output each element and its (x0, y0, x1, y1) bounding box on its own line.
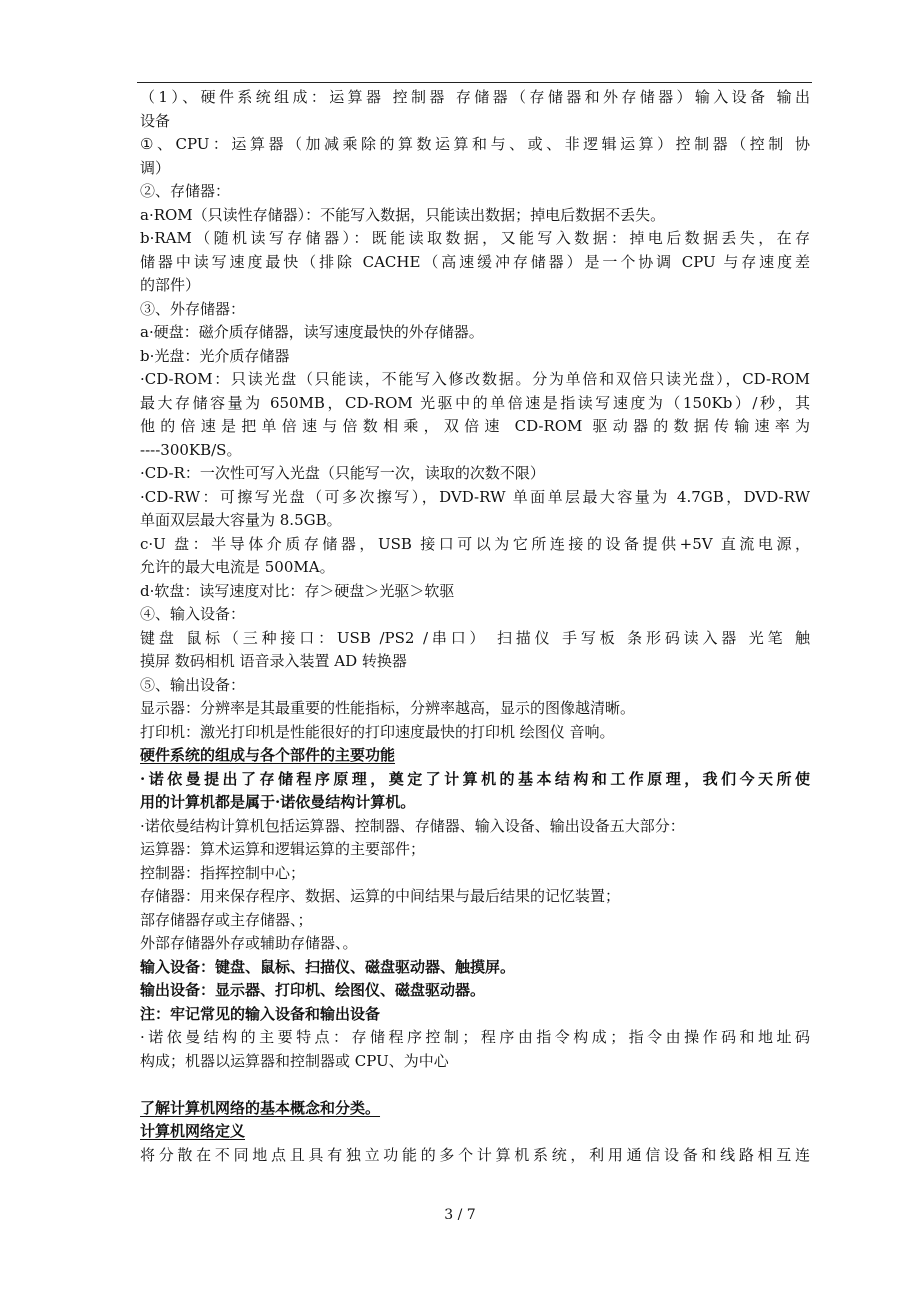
text-line: a·硬盘：磁介质存储器，读写速度最快的外存储器。 (140, 323, 484, 341)
section-heading: 计算机网络定义 (140, 1122, 246, 1140)
text-line: 外部存储器外存或辅助存储器、。 (140, 934, 358, 952)
blank-line (140, 1073, 810, 1097)
text-line: （1）、硬件系统组成：运算器 控制器 存储器（存储器和外存储器）输入设备 输出 (140, 88, 810, 106)
text-line: 构成；机器以运算器和控制器或 CPU、为中心 (140, 1051, 449, 1070)
text-line: 部存储器存或主存储器、； (140, 910, 313, 929)
text-line: 他的倍速是把单倍速与倍数相乘，双倍速 CD-ROM 驱动器的数据传输速率为 (140, 417, 810, 435)
text-line: 输入设备：键盘、鼠标、扫描仪、磁盘驱动器、触摸屏。 (140, 957, 516, 976)
text-line: 注：牢记常见的输入设备和输出设备 (140, 1004, 381, 1023)
text-line: 存储器：用来保存程序、数据、运算的中间结果与最后结果的记忆装置； (140, 887, 621, 905)
text-line: ·CD-R：一次性可写入光盘（只能写一次，读取的次数不限） (140, 464, 545, 482)
text-line: b·光盘：光介质存储器 (140, 346, 290, 365)
section-heading: 硬件系统的组成与各个部件的主要功能 (140, 746, 396, 764)
text-line: 储器中读写速度最快（排除 CACHE（高速缓冲存储器）是一个协调 CPU 与存速度差 (140, 252, 810, 271)
text-line: 将分散在不同地点且具有独立功能的多个计算机系统，利用通信设备和线路相互连 (140, 1145, 810, 1164)
text-line: 打印机：激光打印机是性能很好的打印速度最快的打印机 绘图仪 音响。 (140, 722, 615, 741)
text-line: 运算器：算术运算和逻辑运算的主要部件； (140, 840, 426, 858)
text-line: ·诺依曼结构计算机包括运算器、控制器、存储器、输入设备、输出设备五大部分： (140, 816, 685, 835)
text-line: 允许的最大电流是 500MA。 (140, 558, 335, 576)
text-line: a·ROM（只读性存储器）：不能写入数据，只能读出数据；掉电后数据不丢失。 (140, 205, 666, 224)
text-line: 输出设备：显示器、打印机、绘图仪、磁盘驱动器。 (140, 981, 486, 999)
text-line: ④、输入设备： (140, 605, 246, 623)
text-line: ⑤、输出设备： (140, 675, 246, 694)
text-line: 调） (140, 158, 171, 177)
text-line: 显示器：分辨率是其最重要的性能指标，分辨率越高，显示的图像越清晰。 (140, 699, 636, 717)
page-number: 3 / 7 (444, 1207, 476, 1223)
text-line: 最大存储容量为 650MB，CD-ROM 光驱中的单倍速是指读写速度为（150Kb）/秒，其 (140, 393, 810, 412)
text-line: c·U 盘：半导体介质存储器，USB 接口可以为它所连接的设备提供+5V 直流电源， (140, 534, 810, 553)
text-line: 摸屏 数码相机 语音录入装置 AD 转换器 (140, 652, 407, 670)
text-line: ·CD-RW：可擦写光盘（可多次擦写），DVD-RW 单面单层最大容量为 4.7GB，DVD-RW (140, 487, 810, 506)
text-line: ·诺依曼结构的主要特点：存储程序控制；程序由指令构成；指令由操作码和地址码 (140, 1028, 810, 1046)
text-line: ②、存储器： (140, 182, 231, 200)
section-heading: 了解计算机网络的基本概念和分类。 (140, 1098, 381, 1117)
text-line: 用的计算机都是属于·诺依曼结构计算机。 (140, 793, 416, 811)
text-line: ·诺依曼提出了存储程序原理，奠定了计算机的基本结构和工作原理，我们今天所使 (140, 769, 810, 788)
text-line: b·RAM（随机读写存储器）：既能读取数据，又能写入数据：掉电后数据丢失，在存 (140, 229, 810, 247)
text-line: 的部件） (140, 276, 201, 294)
text-line: ·CD-ROM：只读光盘（只能读，不能写入修改数据。分为单倍和双倍只读光盘），CD-ROM (140, 370, 810, 388)
text-line: 键盘 鼠标（三种接口：USB /PS2 /串口） 扫描仪 手写板 条形码读入器 光笔 触 (140, 628, 810, 647)
document-body (140, 86, 810, 1167)
text-line: 单面双层最大容量为 8.5GB。 (140, 511, 342, 529)
text-line: 控制器：指挥控制中心； (140, 863, 306, 882)
text-line: 设备 (140, 111, 171, 130)
text-line: d·软盘：读写速度对比：存＞硬盘＞光驱＞软驱 (140, 581, 455, 600)
header-rule (137, 82, 812, 83)
text-line: ③、外存储器： (140, 299, 246, 318)
text-line: ----300KB/S。 (140, 440, 242, 459)
text-line: ①、CPU：运算器（加减乘除的算数运算和与、或、非逻辑运算）控制器（控制 协 (140, 135, 810, 153)
